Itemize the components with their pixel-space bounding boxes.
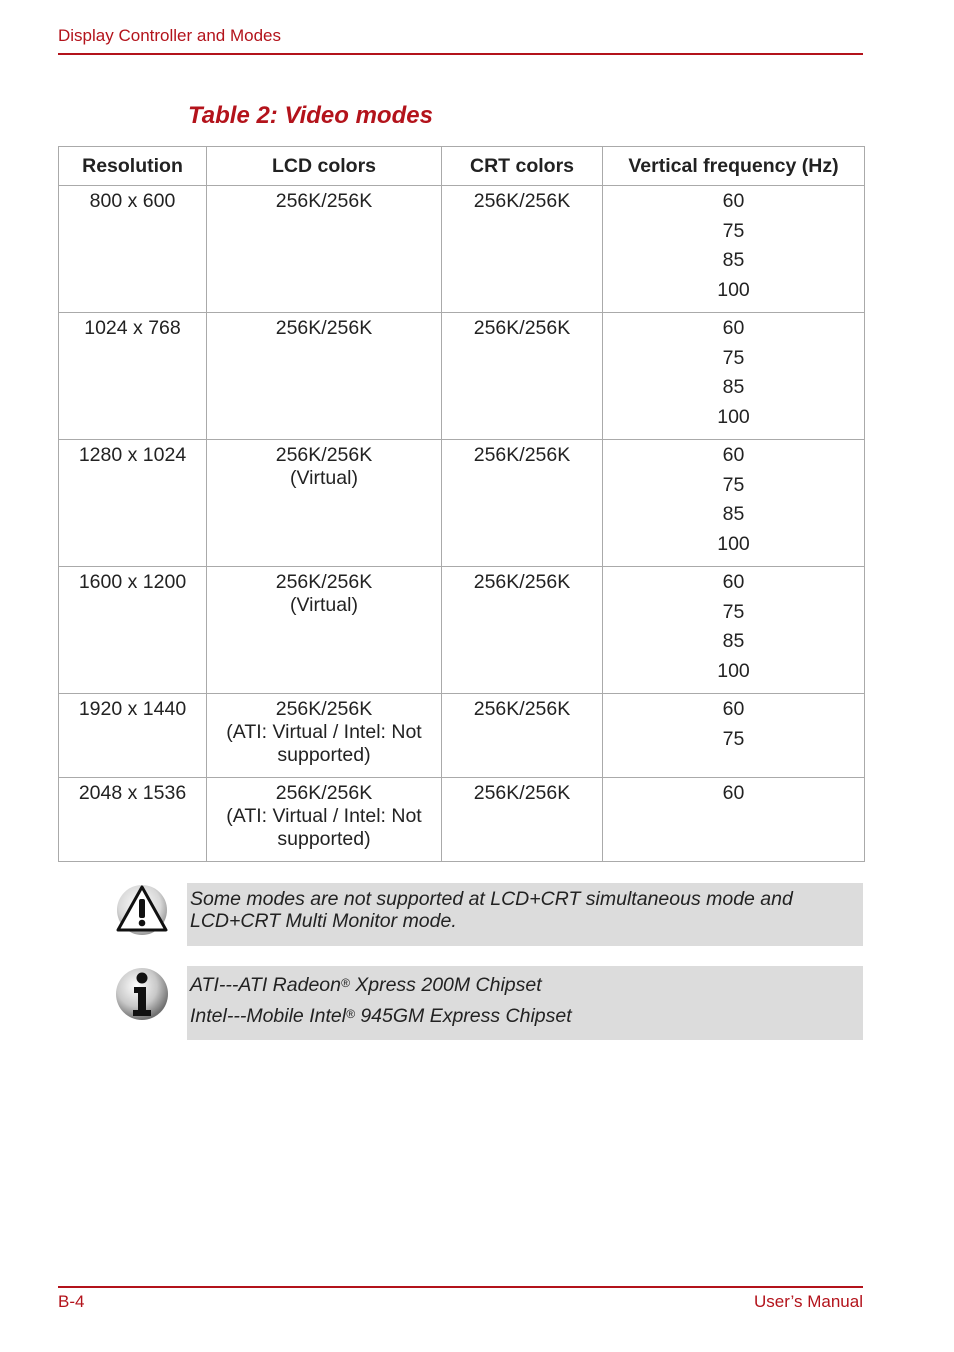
lcd-colors-line: (ATI: Virtual / Intel: Not [226,721,422,743]
registered-mark: ® [340,976,350,990]
crt-colors-cell: 256K/256K [442,694,603,778]
lcd-colors-line: supported) [277,744,371,766]
frequency-value: 60 [722,190,745,212]
column-header-vertical-frequency: Vertical frequency (Hz) [603,147,865,186]
frequency-value: 60 [722,782,745,804]
lcd-colors-line: 256K/256K [275,698,373,720]
frequency-value: 60 [722,698,745,720]
info-line-intel-text: Intel---Mobile Intel [190,1005,347,1027]
frequency-value: 60 [722,571,745,593]
resolution-cell: 800 x 600 [59,186,207,313]
header-divider [58,53,863,55]
vertical-frequency-cell [603,440,865,567]
frequency-value: 100 [717,405,750,428]
manual-title: User’s Manual [754,1292,863,1311]
table-row [59,567,865,694]
frequency-value: 75 [722,727,745,750]
column-header-crt-colors: CRT colors [442,147,603,186]
vertical-frequency-cell [603,186,865,313]
frequency-value: 75 [722,473,745,496]
vertical-frequency-cell [603,694,865,778]
frequency-value: 85 [722,503,745,526]
crt-colors-cell: 256K/256K [442,567,603,694]
resolution-cell: 1600 x 1200 [59,567,207,694]
frequency-value: 60 [722,444,745,466]
lcd-colors-cell [207,313,442,440]
lcd-colors-line: 256K/256K [275,444,373,466]
table-body [59,186,865,862]
running-header: Display Controller and Modes [58,26,281,45]
frequency-value: 85 [722,630,745,653]
lcd-colors-line: 256K/256K [275,571,373,593]
lcd-colors-line: supported) [277,828,371,850]
frequency-value: 60 [722,317,745,339]
info-icon [114,966,170,1022]
info-line-ati [190,972,863,1003]
crt-colors-cell: 256K/256K [442,313,603,440]
lcd-colors-cell [207,186,442,313]
page-number: B-4 [58,1292,85,1311]
warning-note: Some modes are not supported at LCD+CRT simultaneous mode and LCD+CRT Multi Monitor mode. [187,883,863,946]
frequency-value: 100 [717,532,750,555]
registered-mark: ® [346,1007,355,1021]
lcd-colors-cell [207,694,442,778]
frequency-value: 85 [722,376,745,399]
table-row [59,440,865,567]
info-note [187,966,863,1040]
lcd-colors-line: (Virtual) [290,594,358,616]
lcd-colors-line: (ATI: Virtual / Intel: Not [226,805,422,827]
frequency-value: 85 [722,249,745,272]
crt-colors-cell: 256K/256K [442,778,603,862]
vertical-frequency-cell [603,778,865,862]
table-row [59,778,865,862]
table-row [59,186,865,313]
lcd-colors-line: 256K/256K [275,782,373,804]
vertical-frequency-cell [603,567,865,694]
video-modes-table [58,146,865,862]
crt-colors-cell: 256K/256K [442,186,603,313]
frequency-value: 100 [717,278,750,301]
info-line-intel [190,1003,863,1034]
frequency-value: 75 [722,219,745,242]
resolution-cell: 1024 x 768 [59,313,207,440]
lcd-colors-cell [207,567,442,694]
footer-divider [58,1286,863,1288]
warning-triangle-icon [114,882,170,938]
lcd-colors-cell [207,440,442,567]
resolution-cell: 1280 x 1024 [59,440,207,567]
vertical-frequency-cell [603,313,865,440]
lcd-colors-line: 256K/256K [275,190,373,212]
info-line-ati-text: ATI---ATI Radeon [190,974,341,996]
frequency-value: 100 [717,659,750,682]
lcd-colors-line: 256K/256K [275,317,373,339]
info-line-ati-text-end: Xpress 200M Chipset [349,974,542,996]
info-line-intel-text-end: 945GM Express Chipset [354,1005,572,1027]
table-header-row [59,147,865,186]
table-row [59,694,865,778]
table-title: Table 2: Video modes [188,102,433,129]
table-row [59,313,865,440]
frequency-value: 75 [722,600,745,623]
column-header-lcd-colors: LCD colors [207,147,442,186]
lcd-colors-cell [207,778,442,862]
lcd-colors-line: (Virtual) [290,467,358,489]
crt-colors-cell: 256K/256K [442,440,603,567]
column-header-resolution: Resolution [59,147,207,186]
resolution-cell: 1920 x 1440 [59,694,207,778]
frequency-value: 75 [722,346,745,369]
resolution-cell: 2048 x 1536 [59,778,207,862]
